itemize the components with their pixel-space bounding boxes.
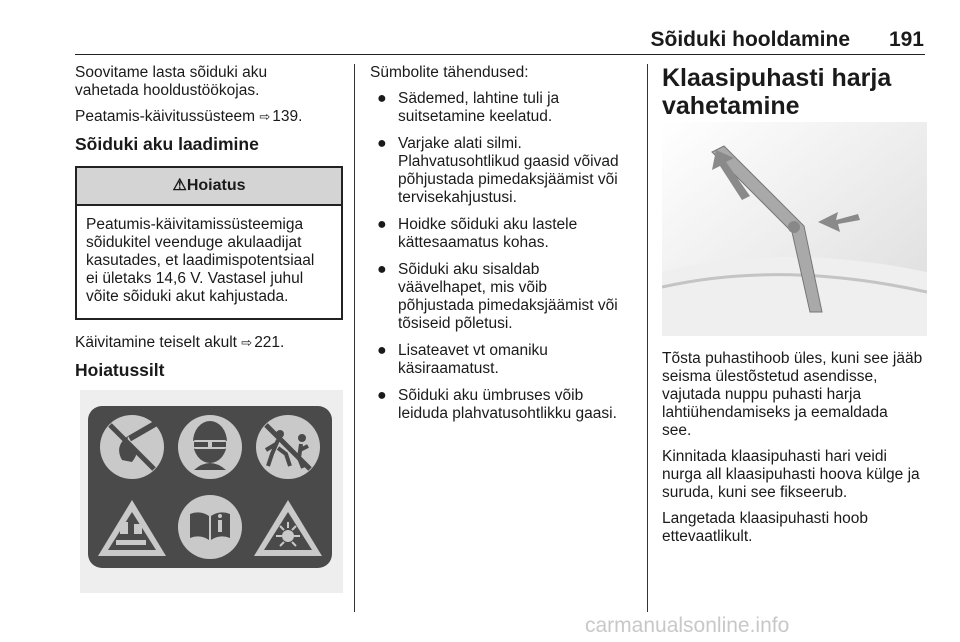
watermark-text: carmanualsonline.info (585, 614, 790, 637)
list-item: ● Lisateavet vt omaniku käsiraamatust. (377, 342, 548, 377)
warning-line: kasutades, et laadimispotentsiaal (86, 252, 315, 269)
column-divider (647, 64, 648, 612)
reference-page[interactable]: 139. (272, 108, 303, 125)
bullet: ● (377, 216, 387, 233)
reference-jump-start[interactable] (75, 334, 343, 352)
reference-start-stop[interactable] (75, 108, 343, 126)
intro-line: Soovitame lasta sõiduki aku (75, 64, 268, 81)
list-item: ● Sädemed, lahtine tuli ja suitsetamine keelatud. (377, 90, 560, 125)
symbols-title: Sümbolite tähendused: (370, 64, 529, 81)
list-item: ● Varjake alati silmi. Plahvatusohtlikud gaasid võivad põhjustada pimedaksjäämist või tervisekahjustusi. (377, 135, 619, 206)
warning-header (77, 168, 341, 206)
page-header-title: Sõiduki hooldamine (650, 28, 850, 51)
bullet: ● (377, 135, 387, 152)
column-middle (370, 64, 632, 432)
warning-line: sõidukitel veenduge akulaadijat (86, 234, 302, 251)
page-reference-arrow-icon: ⇨ (259, 109, 271, 124)
symbols-list (370, 90, 632, 423)
list-item: ● Hoidke sõiduki aku lastele kättesaamatus kohas. (377, 216, 578, 251)
list-item: ● Sõiduki aku ümbruses võib leiduda plahvatusohtlikku gaasi. (377, 387, 617, 422)
header-rule (75, 54, 925, 55)
warning-line: ei ületaks 14,6 V. Vastasel juhul (86, 270, 304, 287)
paragraph: Kinnitada klaasipuhasti hari veidi nurga all klaasipuhasti hoova külge ja suruda, kuni see fikseerub. (662, 448, 920, 501)
keep-children-away-icon (256, 415, 320, 479)
wiper-instructions (662, 350, 930, 554)
warning-line: Peatumis-käivitamissüsteemiga (86, 216, 304, 233)
paragraph: Langetada klaasipuhasti hoob ettevaatlikult. (662, 510, 868, 545)
eye-protection-icon (178, 415, 242, 479)
warning-body (77, 206, 341, 318)
section-heading-wiper: Klaasipuhasti harja vahetamine (662, 64, 892, 120)
warning-triangle-icon: ⚠ (172, 177, 187, 194)
page-reference-arrow-icon: ⇨ (241, 335, 253, 350)
bullet: ● (377, 261, 387, 278)
reference-text: Peatamis-käivitussüsteem (75, 108, 256, 125)
bullet: ● (377, 90, 387, 107)
battery-warning-label-image (80, 390, 343, 593)
intro-line: vahetada hooldustöökojas. (75, 82, 260, 99)
reference-page[interactable]: 221. (254, 334, 285, 351)
paragraph: Tõsta puhastihoob üles, kuni see jääb seisma ülestõstetud asendisse, vajutada nuppu puhasti harja lahtiühendamiseks ja eemaldada see. (662, 350, 923, 439)
bullet: ● (377, 387, 387, 404)
column-left (75, 64, 343, 392)
column-divider (354, 64, 355, 612)
warning-box (75, 166, 343, 320)
bullet: ● (377, 342, 387, 359)
wiper-blade-image (662, 122, 927, 336)
warning-line: võite sõiduki akut kahjustada. (86, 288, 289, 305)
reference-text: Käivitamine teiselt akult (75, 334, 237, 351)
warning-text (86, 216, 333, 306)
warning-title: Hoiatus (186, 177, 246, 194)
read-manual-icon (178, 495, 242, 559)
page-number: 191 (888, 28, 924, 51)
no-smoking-icon (100, 415, 164, 479)
heading-battery-charging: Sõiduki aku laadimine (75, 134, 259, 154)
intro-paragraph (75, 64, 343, 100)
list-item: ● Sõiduki aku sisaldab väävelhapet, mis võib põhjustada pimedaksjäämist või tõsiseid põletusi. (377, 261, 618, 332)
heading-warning-label: Hoiatussilt (75, 360, 165, 380)
